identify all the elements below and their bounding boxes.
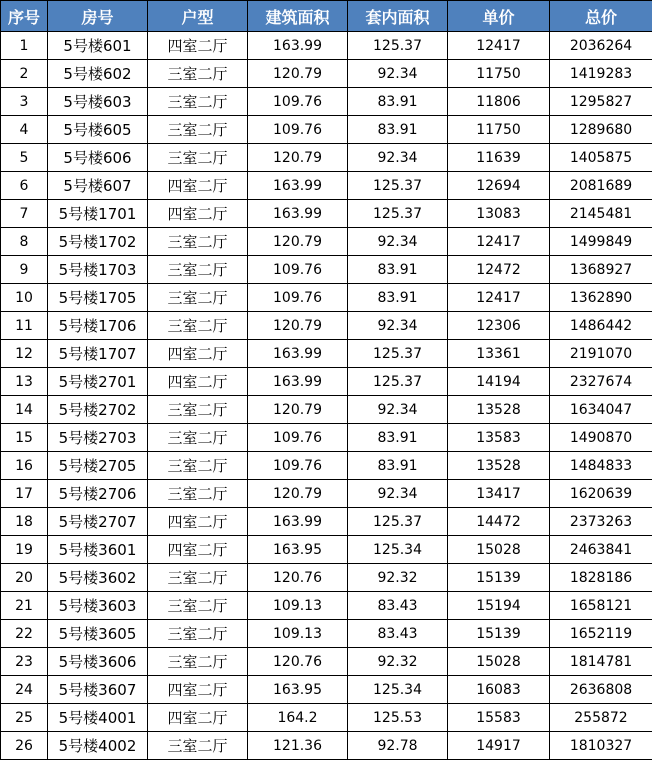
cell-building-area: 163.99 — [248, 368, 348, 396]
cell-building-area: 163.99 — [248, 200, 348, 228]
table-row — [1, 592, 652, 620]
cell-index: 17 — [1, 480, 48, 508]
cell-room: 5号楼2705 — [48, 452, 148, 480]
cell-inner-area: 92.34 — [348, 60, 448, 88]
cell-layout: 三室二厅 — [148, 284, 248, 312]
cell-building-area: 163.99 — [248, 172, 348, 200]
cell-inner-area: 92.34 — [348, 228, 448, 256]
cell-inner-area: 125.53 — [348, 704, 448, 732]
cell-unit-price: 12472 — [448, 256, 550, 284]
cell-room: 5号楼2706 — [48, 480, 148, 508]
cell-room: 5号楼1703 — [48, 256, 148, 284]
cell-total-price: 2636808 — [550, 676, 652, 704]
cell-inner-area: 92.32 — [348, 564, 448, 592]
table-row — [1, 228, 652, 256]
cell-total-price: 1828186 — [550, 564, 652, 592]
cell-index: 8 — [1, 228, 48, 256]
cell-inner-area: 83.43 — [348, 620, 448, 648]
table-row — [1, 116, 652, 144]
cell-index: 16 — [1, 452, 48, 480]
cell-layout: 三室二厅 — [148, 424, 248, 452]
cell-building-area: 121.36 — [248, 732, 348, 760]
table-row — [1, 704, 652, 732]
cell-total-price: 1362890 — [550, 284, 652, 312]
cell-building-area: 109.76 — [248, 284, 348, 312]
table-body — [1, 32, 652, 760]
cell-building-area: 163.99 — [248, 340, 348, 368]
cell-unit-price: 15583 — [448, 704, 550, 732]
cell-inner-area: 83.43 — [348, 592, 448, 620]
cell-total-price: 1490870 — [550, 424, 652, 452]
cell-unit-price: 12417 — [448, 284, 550, 312]
table-row — [1, 424, 652, 452]
cell-total-price: 1499849 — [550, 228, 652, 256]
cell-layout: 四室二厅 — [148, 32, 248, 60]
cell-layout: 三室二厅 — [148, 88, 248, 116]
cell-building-area: 120.79 — [248, 396, 348, 424]
cell-building-area: 109.13 — [248, 592, 348, 620]
cell-room: 5号楼3601 — [48, 536, 148, 564]
cell-inner-area: 83.91 — [348, 424, 448, 452]
cell-building-area: 164.2 — [248, 704, 348, 732]
cell-layout: 四室二厅 — [148, 508, 248, 536]
cell-layout: 三室二厅 — [148, 256, 248, 284]
cell-layout: 三室二厅 — [148, 592, 248, 620]
cell-unit-price: 13583 — [448, 424, 550, 452]
cell-total-price: 2463841 — [550, 536, 652, 564]
cell-unit-price: 15139 — [448, 620, 550, 648]
cell-layout: 四室二厅 — [148, 536, 248, 564]
cell-unit-price: 15028 — [448, 648, 550, 676]
cell-total-price: 2191070 — [550, 340, 652, 368]
cell-index: 15 — [1, 424, 48, 452]
cell-total-price: 1814781 — [550, 648, 652, 676]
cell-building-area: 120.79 — [248, 480, 348, 508]
cell-unit-price: 16083 — [448, 676, 550, 704]
header-layout: 户型 — [148, 1, 248, 32]
cell-unit-price: 12417 — [448, 32, 550, 60]
cell-total-price: 1289680 — [550, 116, 652, 144]
cell-index: 10 — [1, 284, 48, 312]
cell-building-area: 109.76 — [248, 256, 348, 284]
cell-room: 5号楼2702 — [48, 396, 148, 424]
header-unit-price: 单价 — [448, 1, 550, 32]
cell-building-area: 109.76 — [248, 452, 348, 480]
cell-room: 5号楼603 — [48, 88, 148, 116]
cell-total-price: 1484833 — [550, 452, 652, 480]
cell-index: 14 — [1, 396, 48, 424]
cell-layout: 四室二厅 — [148, 368, 248, 396]
cell-index: 12 — [1, 340, 48, 368]
cell-index: 13 — [1, 368, 48, 396]
cell-room: 5号楼3605 — [48, 620, 148, 648]
cell-index: 21 — [1, 592, 48, 620]
cell-building-area: 120.76 — [248, 564, 348, 592]
cell-room: 5号楼1705 — [48, 284, 148, 312]
cell-index: 2 — [1, 60, 48, 88]
header-total-price: 总价 — [550, 1, 652, 32]
cell-layout: 三室二厅 — [148, 480, 248, 508]
cell-room: 5号楼4002 — [48, 732, 148, 760]
cell-unit-price: 13528 — [448, 452, 550, 480]
cell-room: 5号楼1701 — [48, 200, 148, 228]
cell-index: 19 — [1, 536, 48, 564]
cell-layout: 四室二厅 — [148, 704, 248, 732]
cell-layout: 三室二厅 — [148, 452, 248, 480]
cell-inner-area: 83.91 — [348, 452, 448, 480]
cell-building-area: 109.76 — [248, 116, 348, 144]
table-row — [1, 676, 652, 704]
cell-unit-price: 14194 — [448, 368, 550, 396]
cell-index: 25 — [1, 704, 48, 732]
cell-unit-price: 13528 — [448, 396, 550, 424]
cell-index: 11 — [1, 312, 48, 340]
cell-inner-area: 125.37 — [348, 368, 448, 396]
cell-total-price: 1486442 — [550, 312, 652, 340]
cell-room: 5号楼606 — [48, 144, 148, 172]
cell-room: 5号楼3607 — [48, 676, 148, 704]
header-row — [1, 1, 652, 32]
cell-inner-area: 83.91 — [348, 284, 448, 312]
cell-total-price: 1652119 — [550, 620, 652, 648]
cell-unit-price: 11750 — [448, 116, 550, 144]
cell-room: 5号楼1702 — [48, 228, 148, 256]
cell-building-area: 109.76 — [248, 424, 348, 452]
cell-index: 3 — [1, 88, 48, 116]
cell-index: 22 — [1, 620, 48, 648]
cell-building-area: 120.79 — [248, 312, 348, 340]
table-row — [1, 536, 652, 564]
cell-unit-price: 11750 — [448, 60, 550, 88]
cell-building-area: 120.79 — [248, 60, 348, 88]
cell-room: 5号楼2701 — [48, 368, 148, 396]
cell-layout: 三室二厅 — [148, 396, 248, 424]
cell-building-area: 120.76 — [248, 648, 348, 676]
cell-building-area: 163.99 — [248, 508, 348, 536]
cell-inner-area: 125.37 — [348, 200, 448, 228]
cell-unit-price: 14472 — [448, 508, 550, 536]
cell-total-price: 1620639 — [550, 480, 652, 508]
table-row — [1, 60, 652, 88]
cell-building-area: 120.79 — [248, 144, 348, 172]
cell-room: 5号楼3603 — [48, 592, 148, 620]
cell-total-price: 1419283 — [550, 60, 652, 88]
cell-inner-area: 92.78 — [348, 732, 448, 760]
table-row — [1, 564, 652, 592]
cell-inner-area: 92.32 — [348, 648, 448, 676]
cell-unit-price: 15139 — [448, 564, 550, 592]
cell-room: 5号楼4001 — [48, 704, 148, 732]
cell-building-area: 109.76 — [248, 88, 348, 116]
header-inner-area: 套内面积 — [348, 1, 448, 32]
header-index: 序号 — [1, 1, 48, 32]
cell-unit-price: 13083 — [448, 200, 550, 228]
cell-inner-area: 92.34 — [348, 312, 448, 340]
header-building-area: 建筑面积 — [248, 1, 348, 32]
cell-total-price: 2081689 — [550, 172, 652, 200]
cell-room: 5号楼602 — [48, 60, 148, 88]
cell-layout: 三室二厅 — [148, 144, 248, 172]
cell-index: 26 — [1, 732, 48, 760]
table-row — [1, 508, 652, 536]
cell-total-price: 255872 — [550, 704, 652, 732]
cell-inner-area: 125.37 — [348, 32, 448, 60]
table-row — [1, 732, 652, 760]
cell-layout: 四室二厅 — [148, 200, 248, 228]
cell-layout: 三室二厅 — [148, 228, 248, 256]
cell-index: 7 — [1, 200, 48, 228]
cell-unit-price: 12417 — [448, 228, 550, 256]
cell-layout: 三室二厅 — [148, 116, 248, 144]
cell-index: 20 — [1, 564, 48, 592]
cell-layout: 三室二厅 — [148, 732, 248, 760]
cell-room: 5号楼607 — [48, 172, 148, 200]
table-row — [1, 256, 652, 284]
cell-unit-price: 15194 — [448, 592, 550, 620]
cell-index: 18 — [1, 508, 48, 536]
cell-inner-area: 125.37 — [348, 340, 448, 368]
cell-layout: 四室二厅 — [148, 172, 248, 200]
cell-room: 5号楼605 — [48, 116, 148, 144]
table-row — [1, 480, 652, 508]
cell-total-price: 2327674 — [550, 368, 652, 396]
cell-unit-price: 13361 — [448, 340, 550, 368]
cell-total-price: 2036264 — [550, 32, 652, 60]
cell-unit-price: 12306 — [448, 312, 550, 340]
table-row — [1, 284, 652, 312]
cell-total-price: 2373263 — [550, 508, 652, 536]
cell-room: 5号楼3602 — [48, 564, 148, 592]
cell-inner-area: 125.34 — [348, 536, 448, 564]
cell-total-price: 1658121 — [550, 592, 652, 620]
cell-unit-price: 12694 — [448, 172, 550, 200]
cell-index: 23 — [1, 648, 48, 676]
cell-layout: 三室二厅 — [148, 60, 248, 88]
cell-index: 1 — [1, 32, 48, 60]
cell-room: 5号楼2707 — [48, 508, 148, 536]
cell-total-price: 1810327 — [550, 732, 652, 760]
table-row — [1, 648, 652, 676]
cell-inner-area: 83.91 — [348, 116, 448, 144]
table-row — [1, 312, 652, 340]
cell-room: 5号楼1707 — [48, 340, 148, 368]
cell-room: 5号楼3606 — [48, 648, 148, 676]
table-row — [1, 452, 652, 480]
table-row — [1, 88, 652, 116]
cell-total-price: 1634047 — [550, 396, 652, 424]
cell-room: 5号楼2703 — [48, 424, 148, 452]
cell-inner-area: 83.91 — [348, 88, 448, 116]
cell-inner-area: 92.34 — [348, 144, 448, 172]
cell-index: 4 — [1, 116, 48, 144]
cell-building-area: 120.79 — [248, 228, 348, 256]
cell-building-area: 163.95 — [248, 536, 348, 564]
cell-inner-area: 125.37 — [348, 508, 448, 536]
cell-index: 24 — [1, 676, 48, 704]
table-row — [1, 396, 652, 424]
cell-inner-area: 125.34 — [348, 676, 448, 704]
cell-building-area: 163.99 — [248, 32, 348, 60]
cell-total-price: 1295827 — [550, 88, 652, 116]
cell-building-area: 109.13 — [248, 620, 348, 648]
cell-unit-price: 11639 — [448, 144, 550, 172]
cell-layout: 三室二厅 — [148, 312, 248, 340]
cell-total-price: 1405875 — [550, 144, 652, 172]
header-room: 房号 — [48, 1, 148, 32]
cell-unit-price: 15028 — [448, 536, 550, 564]
cell-inner-area: 83.91 — [348, 256, 448, 284]
cell-layout: 三室二厅 — [148, 564, 248, 592]
cell-inner-area: 92.34 — [348, 396, 448, 424]
cell-index: 5 — [1, 144, 48, 172]
table-row — [1, 340, 652, 368]
cell-room: 5号楼601 — [48, 32, 148, 60]
cell-layout: 四室二厅 — [148, 340, 248, 368]
table-row — [1, 368, 652, 396]
table-row — [1, 144, 652, 172]
table-row — [1, 32, 652, 60]
cell-unit-price: 14917 — [448, 732, 550, 760]
cell-layout: 三室二厅 — [148, 648, 248, 676]
cell-index: 6 — [1, 172, 48, 200]
cell-inner-area: 125.37 — [348, 172, 448, 200]
cell-building-area: 163.95 — [248, 676, 348, 704]
cell-index: 9 — [1, 256, 48, 284]
cell-layout: 四室二厅 — [148, 676, 248, 704]
cell-total-price: 1368927 — [550, 256, 652, 284]
table-row — [1, 620, 652, 648]
table-row — [1, 172, 652, 200]
cell-unit-price: 13417 — [448, 480, 550, 508]
cell-total-price: 2145481 — [550, 200, 652, 228]
cell-unit-price: 11806 — [448, 88, 550, 116]
table-row — [1, 200, 652, 228]
cell-inner-area: 92.34 — [348, 480, 448, 508]
cell-layout: 三室二厅 — [148, 620, 248, 648]
cell-room: 5号楼1706 — [48, 312, 148, 340]
